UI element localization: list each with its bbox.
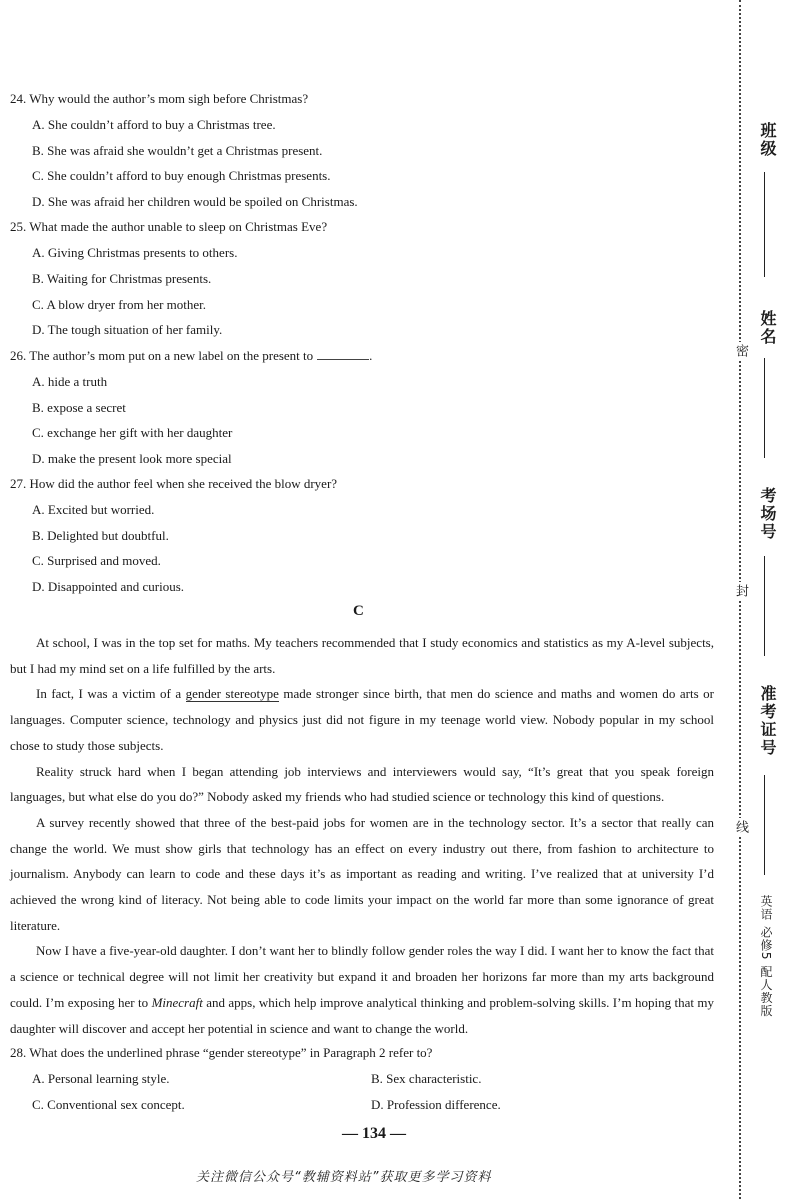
question-27-option-d: D. Disappointed and curious. — [32, 579, 185, 594]
question-24-option-d: D. She was afraid her children would be spoiled on Christmas. — [32, 194, 358, 209]
binding-dotted-line — [739, 0, 741, 1199]
admission-ticket-label: 准考证号 — [758, 685, 777, 757]
passage-paragraph-5: Now I have a five-year-old daughter. I don’t want her to blindly follow gender roles the way I did. I want her to know the fact that a science or technical degree will not limit her creativity but expand it and broaden her horizons far more than my arts background could. I’m exposing her to Minecraft and apps, which help improve analytical thinking and problem-solving skills. I’m hoping that my daughter will discover and accept her potential in science and want to change the world. — [10, 943, 714, 1036]
answer-blank — [317, 359, 369, 360]
question-28-option-a: A. Personal learning style. — [32, 1071, 170, 1086]
question-26-stem-row: 26. The author’s mom put on a new label on the present to . — [10, 348, 373, 363]
passage-paragraph-2: In fact, I was a victim of a gender stereotype made stronger since birth, that men do science and maths and women do arts or languages. Computer science, technology and physics just did not figure in my teenage world view. Nobody popular in my school chose to study those subjects. — [10, 686, 714, 753]
question-27-option-a: A. Excited but worried. — [32, 502, 155, 517]
admission-ticket-answer-line — [764, 775, 765, 875]
class-answer-line — [764, 172, 765, 277]
underlined-phrase: gender stereotype — [185, 686, 279, 702]
passage-paragraph-3: Reality struck hard when I began attending job interviews and interviewers would say, “It’s great that you speak foreign languages, but what else do you do?” Nobody asked my friends who had studied science or technology this kind of questions. — [10, 763, 714, 805]
game-title: Minecraft — [151, 994, 203, 1010]
passage-body — [10, 630, 714, 1041]
question-28-option-c: C. Conventional sex concept. — [32, 1097, 185, 1112]
question-27-option-c: C. Surprised and moved. — [32, 553, 161, 568]
exam-room-label: 考场号 — [758, 487, 777, 541]
exam-room-answer-line — [764, 556, 765, 656]
seal-char-mi: 密 — [733, 344, 748, 357]
page-number: — 134 — — [342, 1125, 406, 1142]
footer-note: 关注微信公众号“教辅资料站”获取更多学习资料 — [196, 1170, 492, 1185]
question-28-stem: 28. What does the underlined phrase “gender stereotype” in Paragraph 2 refer to? — [10, 1045, 433, 1060]
question-26-stem: 26. The author’s mom put on a new label on the present to — [10, 348, 314, 363]
name-answer-line — [764, 358, 765, 458]
question-24-stem: 24. Why would the author’s mom sigh before Christmas? — [10, 91, 309, 106]
question-27-stem: 27. How did the author feel when she received the blow dryer? — [10, 476, 338, 491]
question-25-option-a: A. Giving Christmas presents to others. — [32, 245, 238, 260]
seal-char-feng: 封 — [733, 584, 748, 597]
passage-heading: C — [353, 603, 364, 619]
question-28-option-b: B. Sex characteristic. — [371, 1071, 482, 1086]
question-25-option-c: C. A blow dryer from her mother. — [32, 297, 207, 312]
question-24-option-b: B. She was afraid she wouldn’t get a Christmas present. — [32, 143, 323, 158]
question-26-option-d: D. make the present look more special — [32, 451, 232, 466]
question-25-stem: 25. What made the author unable to sleep on Christmas Eve? — [10, 219, 328, 234]
class-label: 班级 — [758, 122, 777, 158]
question-24-option-c: C. She couldn’t afford to buy enough Christmas presents. — [32, 168, 331, 183]
name-label: 姓名 — [758, 310, 777, 346]
question-26-option-c: C. exchange her gift with her daughter — [32, 425, 233, 440]
seal-char-xian: 线 — [733, 820, 748, 833]
question-26-option-a: A. hide a truth — [32, 374, 108, 389]
question-24-option-a: A. She couldn’t afford to buy a Christmas tree. — [32, 117, 276, 132]
question-25-option-b: B. Waiting for Christmas presents. — [32, 271, 212, 286]
book-info: 英语 必修5 配人教版 — [759, 895, 773, 1018]
question-26-option-b: B. expose a secret — [32, 400, 126, 415]
question-27-option-b: B. Delighted but doubtful. — [32, 528, 169, 543]
passage-paragraph-4: A survey recently showed that three of the best-paid jobs for women are in the technology sector. It’s a sector that really can change the world. We must show girls that technology has an effect on every industry out there, from fashion to architecture to journalism. Anybody can learn to code and these days it’s as important as reading and writing. I’ve realized that at university I’d achieved the wrong kind of literacy. Not being able to code limits your impact on the world far more than some ignorance of great literature. — [10, 814, 714, 933]
question-28-option-d: D. Profession difference. — [371, 1097, 501, 1112]
passage-paragraph-1: At school, I was in the top set for maths. My teachers recommended that I study economics and statistics as my A-level subjects, but I had my mind set on a life fulfilled by the arts. — [10, 635, 714, 676]
question-25-option-d: D. The tough situation of her family. — [32, 322, 223, 337]
